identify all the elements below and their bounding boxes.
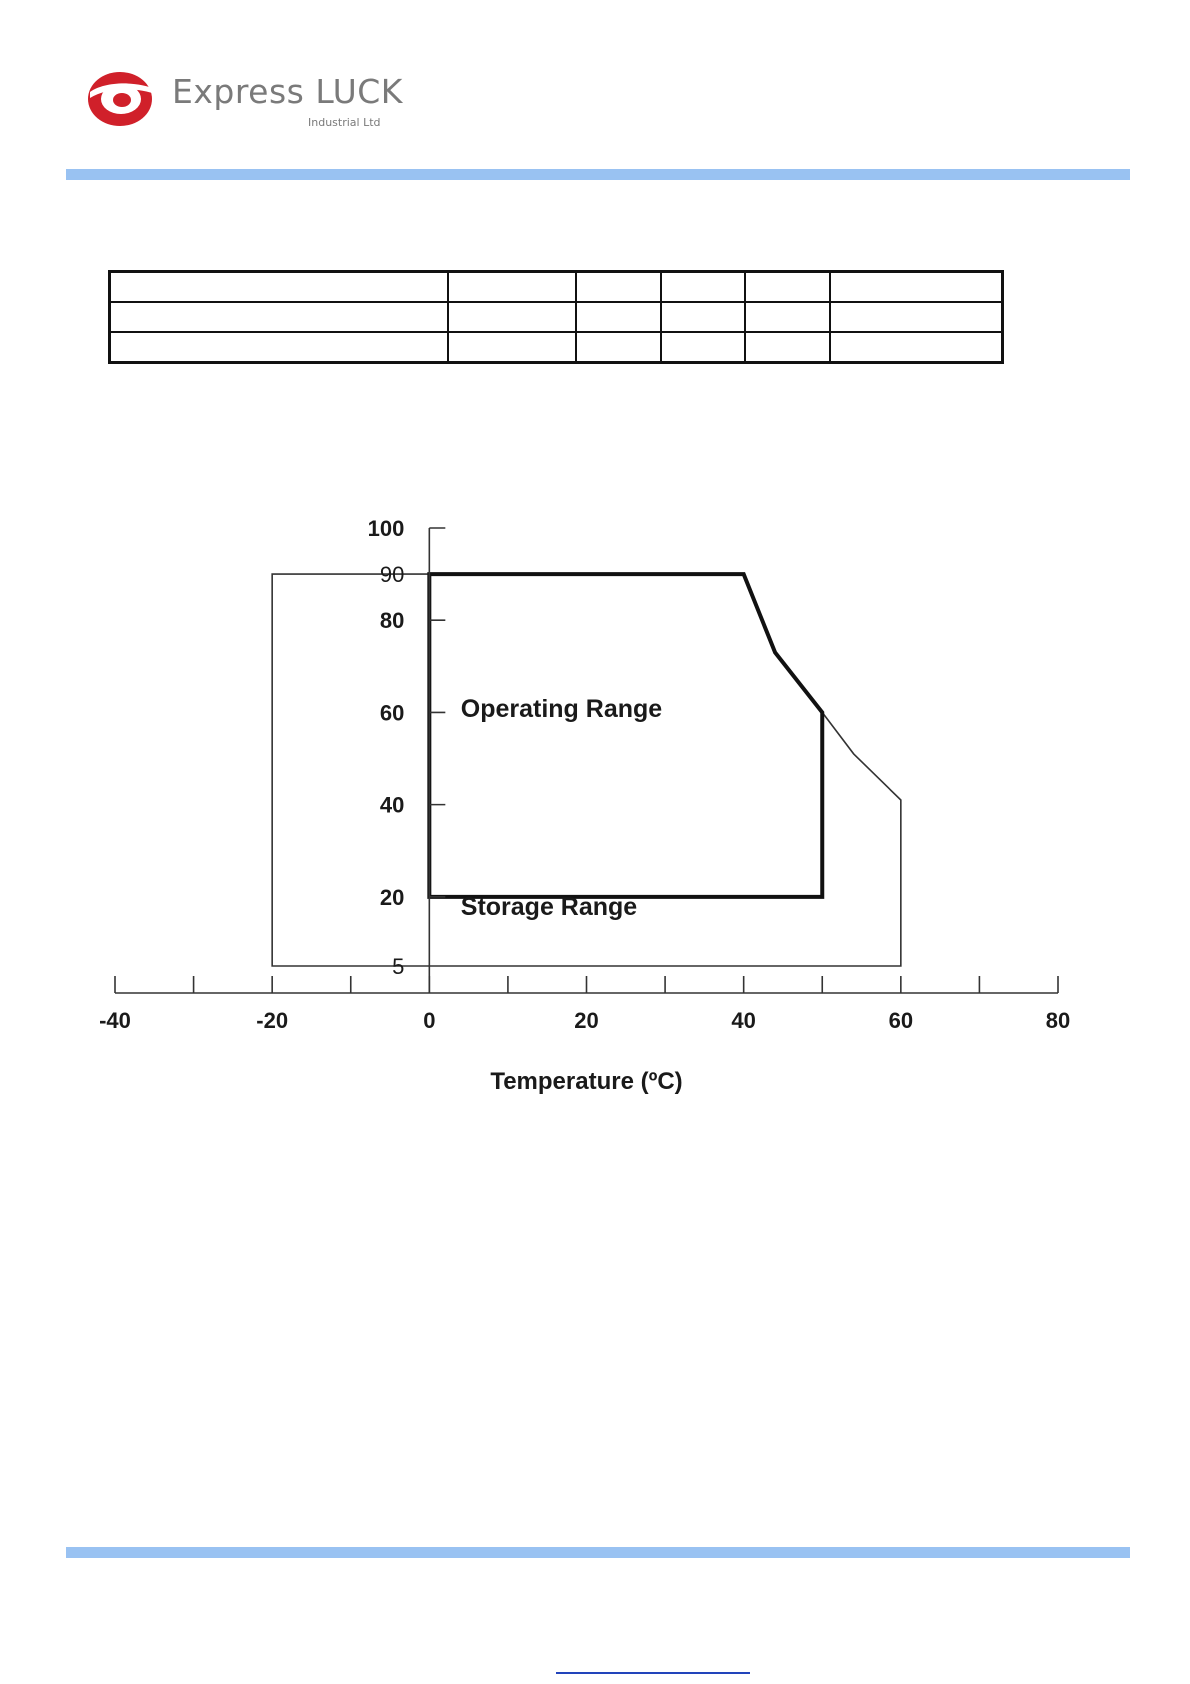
- spec-table-body: [110, 272, 1003, 363]
- temperature-humidity-chart: [60, 516, 1071, 1120]
- footer-rule: [66, 1547, 1130, 1558]
- company-name: Express LUCK: [172, 72, 403, 111]
- x-tick-label: 20: [574, 1008, 599, 1033]
- table-row: [110, 272, 1003, 303]
- table-cell: [110, 302, 449, 332]
- table-cell: [110, 272, 449, 303]
- table-cell: [448, 302, 576, 332]
- table-cell: [745, 272, 830, 303]
- x-tick-label: 60: [888, 1008, 914, 1033]
- table-cell: [110, 332, 449, 363]
- x-tick-label: 40: [731, 1008, 756, 1033]
- header-rule: [66, 169, 1130, 180]
- table-cell: [830, 272, 1002, 303]
- table-row: [110, 332, 1003, 363]
- table-cell: [576, 272, 661, 303]
- table-cell: [576, 302, 661, 332]
- table-row: [110, 302, 1003, 332]
- y-tick-label: 100: [367, 516, 405, 541]
- table-cell: [448, 272, 576, 303]
- logo-core: [113, 93, 131, 107]
- table-cell: [830, 332, 1002, 363]
- operating-range-label: Operating Range: [460, 694, 663, 723]
- y-tick-label: 20: [379, 884, 405, 910]
- table-cell: [448, 332, 576, 363]
- x-tick-label: 80: [1045, 1008, 1071, 1033]
- logo-emblem-icon: [84, 64, 164, 134]
- y-tick-label: 40: [379, 792, 405, 818]
- x-tick-label: -20: [256, 1008, 289, 1033]
- operating-range-outline: [429, 574, 822, 897]
- table-cell: [830, 302, 1002, 332]
- y-tick-label: 60: [379, 700, 405, 726]
- y-tick-label: 90: [379, 562, 405, 588]
- table-cell: [661, 302, 746, 332]
- y-tick-label: 80: [379, 608, 405, 634]
- y-tick-label: 5: [392, 954, 405, 979]
- table-cell: [745, 332, 830, 363]
- company-logo: [84, 64, 414, 134]
- table-cell: [661, 332, 746, 363]
- table-cell: [576, 332, 661, 363]
- footer-link[interactable]: [556, 1672, 750, 1674]
- spec-table: [108, 270, 1004, 364]
- storage-range-label: Storage Range: [460, 893, 638, 922]
- company-subtitle: Industrial Ltd: [308, 116, 381, 129]
- table-cell: [661, 272, 746, 303]
- x-axis-title: Temperature (ºC): [490, 1068, 683, 1095]
- table-cell: [745, 302, 830, 332]
- x-tick-label: 0: [423, 1008, 436, 1033]
- x-tick-label: -40: [99, 1008, 131, 1033]
